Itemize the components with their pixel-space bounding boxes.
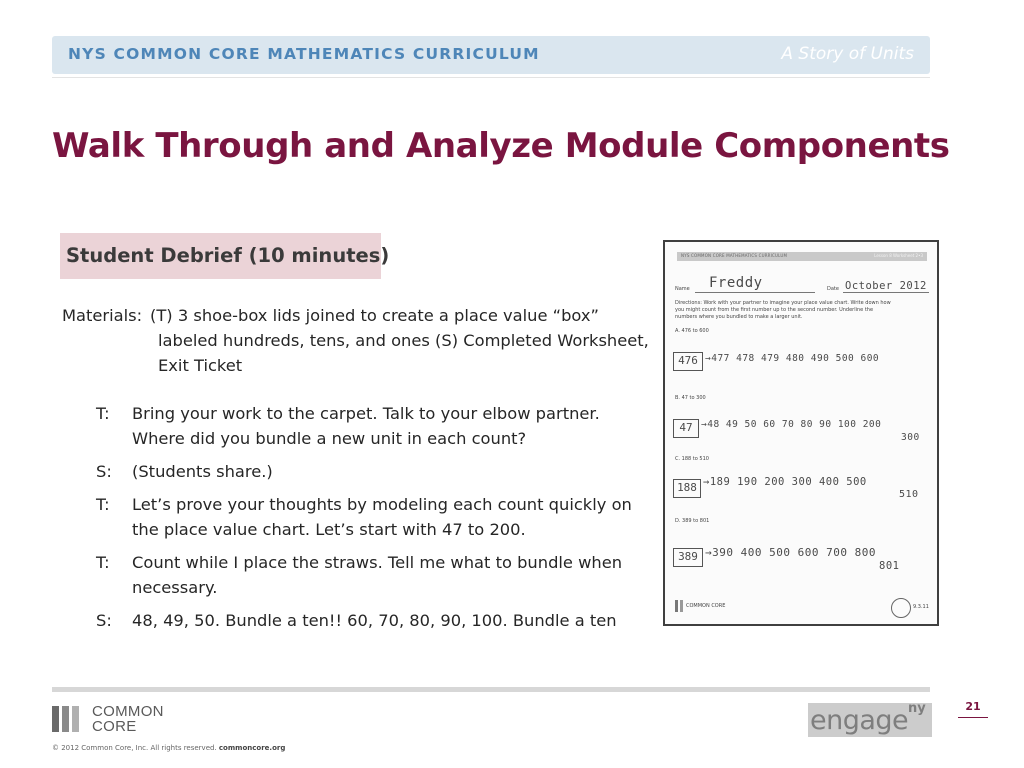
logo-bar <box>52 706 59 732</box>
materials-list <box>150 303 649 378</box>
worksheet-start-box: 188 <box>673 479 701 498</box>
worksheet-problem-label: A. 476 to 600 <box>675 328 709 334</box>
worksheet-header <box>677 252 927 261</box>
dialog-speaker: T: <box>96 404 110 423</box>
logo-bar <box>72 706 79 732</box>
worksheet-date-line <box>843 292 929 293</box>
dialog-row <box>96 459 632 484</box>
materials-line: Exit Ticket <box>158 356 243 375</box>
worksheet-directions: numbers where you bundled to make a larger unit. <box>675 314 803 320</box>
worksheet-problem-label: B. 47 to 300 <box>675 395 706 401</box>
materials-line: labeled hundreds, tens, and ones (S) Completed Worksheet, <box>158 331 649 350</box>
dialog-line: the place value chart. Let’s start with 47 to 200. <box>132 520 526 539</box>
dialog-speaker: T: <box>96 495 110 514</box>
dialog-line: 48, 49, 50. Bundle a ten!! 60, 70, 80, 90, 100. Bundle a ten <box>132 611 617 630</box>
worksheet-directions: you might count from the first number up to the second number. Underline the <box>675 307 874 313</box>
engage-wordmark: engage <box>810 705 909 736</box>
logo-line: COMMON <box>92 703 164 720</box>
dialog-speaker: T: <box>96 553 110 572</box>
worksheet-logo-bar <box>675 600 678 612</box>
worksheet-name-label: Name <box>675 286 690 292</box>
dialog-row <box>96 608 632 633</box>
engageny-logo <box>808 703 932 737</box>
dialog-row <box>96 492 632 542</box>
logo-text <box>92 704 164 734</box>
header-band <box>52 36 930 74</box>
page-number: 21 <box>965 700 981 713</box>
dialog-list <box>96 401 632 641</box>
dialog-row <box>96 401 632 451</box>
worksheet-header-title: NYS COMMON CORE MATHEMATICS CURRICULUM <box>681 253 788 258</box>
worksheet-image <box>663 240 939 626</box>
dialog-speaker: S: <box>96 462 112 481</box>
worksheet-footer <box>675 598 927 618</box>
series-title: A Story of Units <box>781 44 914 64</box>
worksheet-name-value: Freddy <box>709 275 763 291</box>
worksheet-footer-brand: COMMON CORE <box>686 603 726 609</box>
worksheet-count-line: →48 49 50 60 70 80 90 100 200 <box>701 419 882 430</box>
debrief-heading-box <box>60 233 390 279</box>
seal-icon <box>891 598 911 618</box>
worksheet-start-box: 47 <box>673 419 699 438</box>
worksheet-count-line2: 801 <box>879 560 900 572</box>
dialog-line: (Students share.) <box>132 462 273 481</box>
materials-line: (T) 3 shoe-box lids joined to create a place value “box” <box>150 306 599 325</box>
slide-title: Walk Through and Analyze Module Components <box>52 126 950 166</box>
logo-line: CORE <box>92 718 137 735</box>
engage-ny: ny <box>908 701 926 716</box>
worksheet-directions: Directions: Work with your partner to imagine your place value chart. Write down how <box>675 300 891 306</box>
header-divider <box>52 77 930 78</box>
worksheet-date-value: October 2012 <box>845 280 927 292</box>
worksheet-lesson-label: Lesson 8 Worksheet 2•3 <box>874 253 923 258</box>
worksheet-count-line: →189 190 200 300 400 500 <box>703 476 867 488</box>
copyright-text: © 2012 Common Core, Inc. All rights reserved. <box>52 744 217 752</box>
footer-divider <box>52 687 930 692</box>
worksheet-count-line: →390 400 500 600 700 800 <box>705 546 876 559</box>
worksheet-problem-label: D. 389 to 801 <box>675 518 710 524</box>
worksheet-start-box: 476 <box>673 352 703 371</box>
dialog-line: Where did you bundle a new unit in each count? <box>132 429 527 448</box>
dialog-line: necessary. <box>132 578 218 597</box>
dialog-line: Let’s prove your thoughts by modeling each count quickly on <box>132 495 632 514</box>
worksheet-logo-bar <box>680 600 683 612</box>
worksheet-count-line: →477 478 479 480 490 500 600 <box>705 353 880 364</box>
worksheet-date-label: Date <box>827 286 839 292</box>
copyright-link[interactable]: commoncore.org <box>218 744 286 752</box>
worksheet-name-line <box>695 292 815 293</box>
worksheet-start-box: 389 <box>673 548 703 567</box>
materials-label: Materials: <box>62 306 143 325</box>
dialog-speaker: S: <box>96 611 112 630</box>
curriculum-title: NYS COMMON CORE MATHEMATICS CURRICULUM <box>68 45 540 63</box>
worksheet-count-line2: 300 <box>901 432 920 443</box>
dialog-line: Count while I place the straws. Tell me what to bundle when <box>132 553 623 572</box>
worksheet-count-line2: 510 <box>899 489 919 500</box>
copyright <box>52 744 285 752</box>
logo-bar <box>62 706 69 732</box>
dialog-line: Bring your work to the carpet. Talk to your elbow partner. <box>132 404 600 423</box>
dialog-row <box>96 550 632 600</box>
worksheet-footer-page: 9.3.11 <box>913 604 929 610</box>
worksheet-problem-label: C. 188 to 510 <box>675 456 709 462</box>
page-number-underline <box>958 717 988 718</box>
debrief-heading: Student Debrief (10 minutes) <box>66 244 390 267</box>
